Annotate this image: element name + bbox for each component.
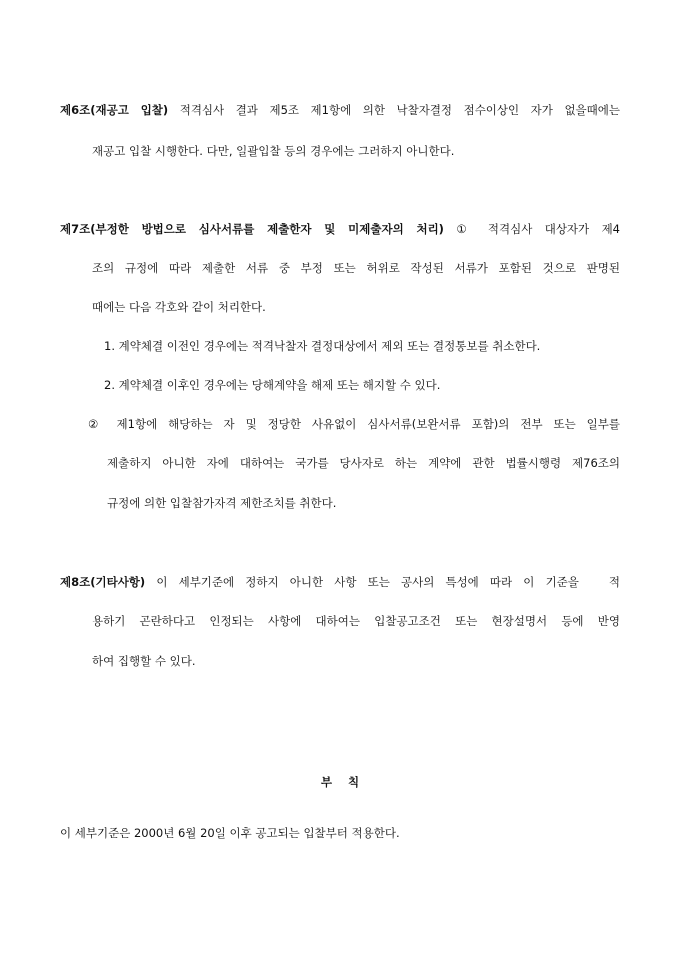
article-6-line-2: 재공고 입찰 시행한다. 다만, 일괄입찰 등의 경우에는 그러하지 아니한다. — [92, 144, 455, 158]
article-8-line-2: 용하기 곤란하다고 인정되는 사항에 대하여는 입찰공고조건 또는 현장설명서 등에 반영 — [92, 614, 620, 628]
addenda-title: 부 칙 — [320, 775, 360, 789]
article-8-heading: 제8조(기타사항) — [60, 575, 146, 589]
article-8-text: 이 세부기준에 정하지 아니한 사항 또는 공사의 특성에 따라 이 기준을 — [156, 575, 579, 589]
article-7-item-1: 1. 계약체결 이전인 경우에는 적격낙찰자 결정대상에서 제외 또는 결정통보를 취소한다. — [104, 339, 541, 353]
article-7-paragraph-2-line-1: ② 제1항에 해당하는 자 및 정당한 사유없이 심사서류(보완서류 포함)의 전부 또는 일부를 — [88, 417, 620, 431]
article-7-line-2: 조의 규정에 따라 제출한 서류 중 부정 또는 허위로 작성된 서류가 포함된 것으로 판명된 — [92, 261, 620, 275]
article-7-heading: 제7조(부정한 방법으로 심사서류를 제출한자 및 미제출자의 처리) — [60, 222, 444, 236]
article-7-item-2: 2. 계약체결 이후인 경우에는 당해계약을 해제 또는 해지할 수 있다. — [104, 378, 441, 392]
article-8-text-tail: 적 — [608, 575, 620, 589]
article-8-line-3: 하여 집행할 수 있다. — [92, 654, 196, 668]
article-7-paragraph-2-line-3: 규정에 의한 입찰참가자격 제한조치를 취한다. — [107, 496, 337, 510]
addenda-text: 이 세부기준은 2000년 6월 20일 이후 공고되는 입찰부터 적용한다. — [60, 826, 400, 840]
article-7-line-1 — [60, 221, 620, 237]
article-6-line-1 — [60, 102, 620, 118]
article-7-line-3: 때에는 다음 각호와 같이 처리한다. — [92, 300, 266, 314]
article-6-text: 적격심사 결과 제5조 제1항에 의한 낙찰자결정 점수이상인 자가 없을때에는 — [179, 103, 620, 117]
article-6-heading: 제6조(재공고 입찰) — [60, 103, 169, 117]
article-8-line-1 — [60, 574, 620, 590]
article-7-paragraph-2-line-2: 제출하지 아니한 자에 대하여는 국가를 당사자로 하는 계약에 관한 법률시행령 제76조의 — [107, 456, 620, 470]
article-7-text: ① 적격심사 대상자가 제4 — [456, 222, 620, 236]
